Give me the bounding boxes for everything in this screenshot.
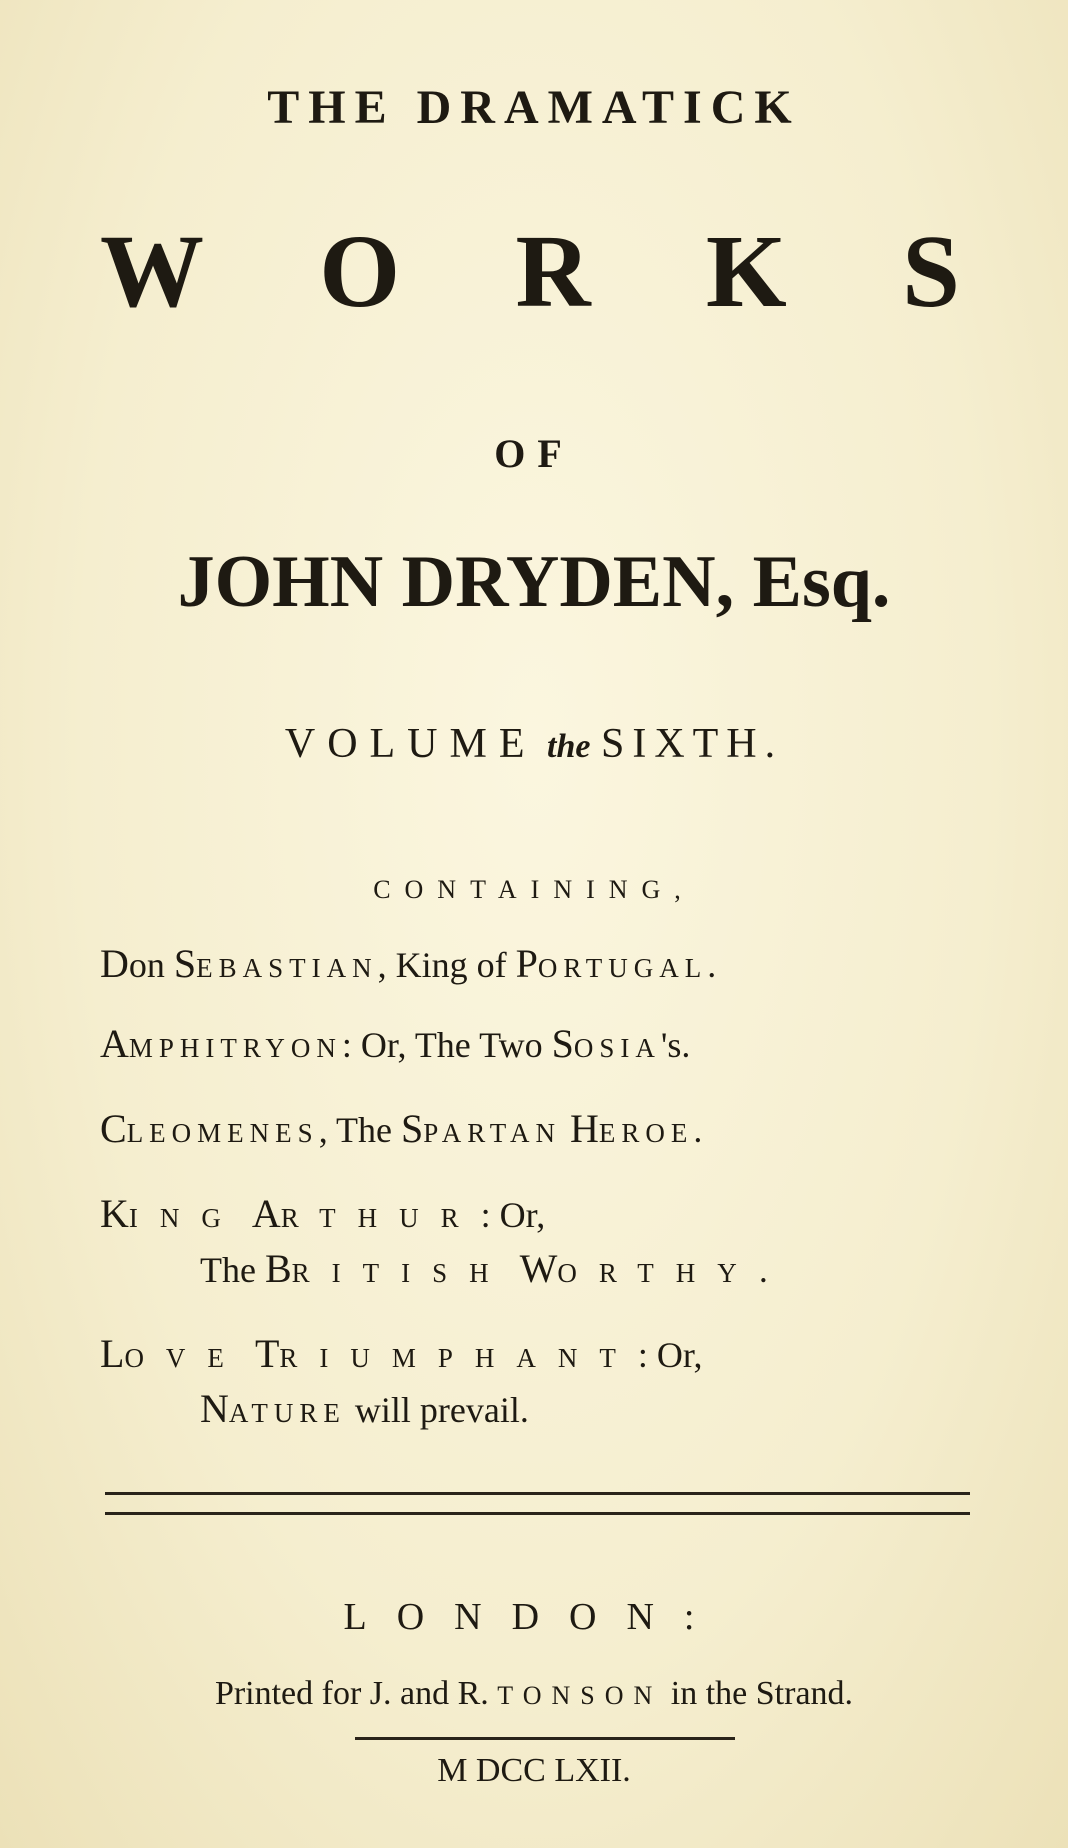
double-rule-bottom bbox=[105, 1512, 970, 1515]
volume-the: the bbox=[547, 728, 591, 765]
author-name: JOHN DRYDEN, Esq. bbox=[177, 541, 891, 623]
play-amphitryon: AMPHITRYON: Or, The Two SOSIA's. bbox=[100, 1021, 691, 1066]
volume-line bbox=[0, 720, 1068, 768]
play-love-triumphant: LOVE TRIUMPHANT: Or, bbox=[100, 1331, 703, 1376]
play-cleomenes: CLEOMENES, The SPARTAN HEROE. bbox=[100, 1106, 703, 1151]
title-of: OF bbox=[494, 431, 574, 476]
containing-label: CONTAINING, bbox=[373, 875, 695, 904]
double-rule-top bbox=[105, 1492, 970, 1495]
play-don-sebastian: Don SEBASTIAN, King of PORTUGAL. bbox=[100, 941, 717, 986]
works-letter-s: S bbox=[902, 214, 960, 329]
imprint-printed-for: Printed for J. and R. TONSON in the Strand. bbox=[214, 1675, 854, 1712]
title-line-dramatick: THE DRAMATICK bbox=[267, 81, 801, 134]
play-love-triumphant-subtitle: NATURE will prevail. bbox=[200, 1386, 529, 1431]
works-letter-k: K bbox=[705, 214, 787, 329]
imprint-city: LONDON: bbox=[343, 1596, 725, 1638]
play-king-arthur-subtitle: The BRITISH WORTHY. bbox=[200, 1246, 768, 1291]
imprint-date: M DCC LXII. bbox=[437, 1752, 631, 1789]
volume-word: VOLUME bbox=[284, 721, 537, 767]
volume-ordinal: SIXTH. bbox=[600, 721, 784, 767]
play-king-arthur: KING ARTHUR: Or, bbox=[100, 1191, 546, 1236]
works-letter-w: W bbox=[100, 214, 204, 329]
works-letter-r: R bbox=[515, 214, 591, 329]
title-works bbox=[100, 214, 960, 340]
works-letter-o: O bbox=[319, 214, 401, 329]
date-rule bbox=[355, 1737, 735, 1740]
